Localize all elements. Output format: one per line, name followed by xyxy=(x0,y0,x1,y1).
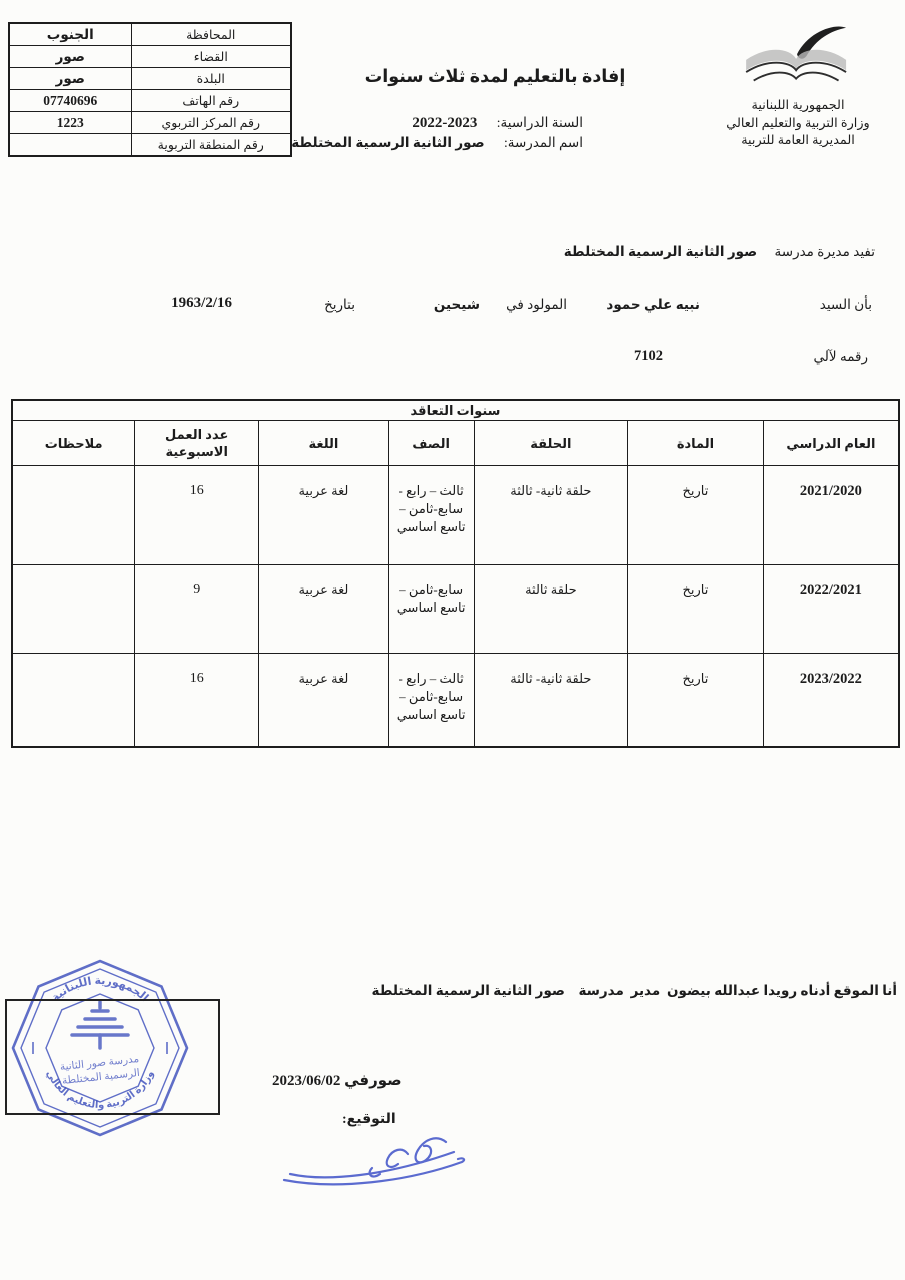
birthplace: شيحين xyxy=(433,297,480,312)
col-header-year: العام الدراسي xyxy=(763,421,899,466)
table-row xyxy=(12,565,899,654)
place-date: صورفي 2023/06/02 xyxy=(272,1073,402,1089)
school-year-value: 2023-2022 xyxy=(412,115,478,131)
cell-cycle: حلقة ثانية- ثالثة xyxy=(474,654,628,748)
col-header-cycle: الحلقة xyxy=(474,421,628,466)
republic-line: الجمهورية اللبنانية xyxy=(751,98,845,112)
col-header-language: اللغة xyxy=(259,421,389,466)
ministry-line: وزارة التربية والتعليم العالي xyxy=(726,115,870,130)
certify-label: تفيد مديرة مدرسة xyxy=(774,244,875,259)
info-value: 1223 xyxy=(9,112,131,134)
table-row xyxy=(9,46,291,68)
id-label: رقمه لآلي xyxy=(813,349,868,364)
cell-year: 2023/2022 xyxy=(763,654,899,748)
stamp-center-line1: مدرسة صور الثانية xyxy=(59,1053,140,1074)
mr-label: بأن السيد xyxy=(819,297,872,312)
info-label: رقم المنطقة التربوية xyxy=(131,134,291,157)
born-label: المولود في xyxy=(506,297,567,312)
cell-language: لغة عربية xyxy=(259,565,389,654)
col-header-subject: المادة xyxy=(628,421,764,466)
contract-table-title: سنوات التعاقد xyxy=(12,400,899,421)
cell-subject: تاريخ xyxy=(628,466,764,565)
cell-year: 2022/2021 xyxy=(763,565,899,654)
info-label: رقم الهاتف xyxy=(131,90,291,112)
info-value: الجنوب xyxy=(9,23,131,46)
info-label: رقم المركز التربوي xyxy=(131,112,291,134)
signature-label: التوقيع: xyxy=(342,1112,396,1127)
cell-language: لغة عربية xyxy=(259,466,389,565)
document-title: إفادة بالتعليم لمدة ثلاث سنوات xyxy=(364,66,626,86)
cell-subject: تاريخ xyxy=(628,654,764,748)
info-label: البلدة xyxy=(131,68,291,90)
table-row xyxy=(9,134,291,157)
declaration-line: أنا الموقع أدناه رويدا عبدالله بيضون مدير مدرسة صور الثانية الرسمية المختلطة xyxy=(371,983,897,998)
info-value: صور xyxy=(9,68,131,90)
table-title-row xyxy=(12,400,899,421)
info-value: 07740696 xyxy=(9,90,131,112)
school-name-value: صور الثانية الرسمية المختلطة xyxy=(291,135,485,150)
cell-notes xyxy=(12,654,135,748)
certify-school-name: صور الثانية الرسمية المختلطة xyxy=(563,244,758,259)
info-value xyxy=(9,134,131,157)
cell-cycle: حلقة ثالثة xyxy=(474,565,628,654)
contract-years-table xyxy=(11,399,900,748)
cell-language: لغة عربية xyxy=(259,654,389,748)
open-book-ministry-logo-icon xyxy=(734,24,862,90)
directorate-line: المديرية العامة للتربية xyxy=(741,133,855,147)
info-label: القضاء xyxy=(131,46,291,68)
stamp-ring-bottom-text: وزارة التربية والتعليم العالي xyxy=(43,1068,157,1112)
birthdate: 1963/2/16 xyxy=(171,295,232,311)
teacher-name: نبيه علي حمود xyxy=(606,297,700,312)
stamp-center-line2: الرسمية المختلطة xyxy=(61,1067,141,1087)
cell-weekly-hours: 16 xyxy=(135,654,259,748)
cell-year: 2021/2020 xyxy=(763,466,899,565)
cell-cycle: حلقة ثانية- ثالثة xyxy=(474,466,628,565)
cell-subject: تاريخ xyxy=(628,565,764,654)
cell-weekly-hours: 9 xyxy=(135,565,259,654)
ministry-header xyxy=(703,24,893,150)
birthdate-label: بتاريخ xyxy=(324,297,355,312)
id-value: 7102 xyxy=(634,348,663,364)
handwritten-signature xyxy=(276,1124,474,1196)
table-header-row xyxy=(12,421,899,466)
col-header-grade: الصف xyxy=(388,421,474,466)
stamp-ring-top-text: الجمهورية اللبنانية xyxy=(49,974,151,1005)
cell-weekly-hours: 16 xyxy=(135,466,259,565)
cell-notes xyxy=(12,565,135,654)
table-row xyxy=(9,90,291,112)
col-header-weekly-hours: عدد العمل الاسبوعية xyxy=(135,421,259,466)
cell-grade: ثالث – رابع - سابع-ثامن –تاسع اساسي xyxy=(388,654,474,748)
stamp-placement-box xyxy=(5,999,220,1115)
admin-info-table xyxy=(8,22,292,157)
table-row xyxy=(12,654,899,748)
info-value: صور xyxy=(9,46,131,68)
info-label: المحافظة xyxy=(131,23,291,46)
table-row xyxy=(9,23,291,46)
certify-line xyxy=(564,244,875,260)
school-name-label: اسم المدرسة: xyxy=(504,135,583,150)
table-row xyxy=(9,112,291,134)
cell-notes xyxy=(12,466,135,565)
cell-grade: سابع-ثامن –تاسع اساسي xyxy=(388,565,474,654)
school-year-label: السنة الدراسية: xyxy=(496,115,583,130)
cell-grade: ثالث – رابع - سابع-ثامن –تاسع اساسي xyxy=(388,466,474,565)
table-row xyxy=(12,466,899,565)
col-header-notes: ملاحظات xyxy=(12,421,135,466)
school-info-block xyxy=(291,113,583,152)
table-row xyxy=(9,68,291,90)
